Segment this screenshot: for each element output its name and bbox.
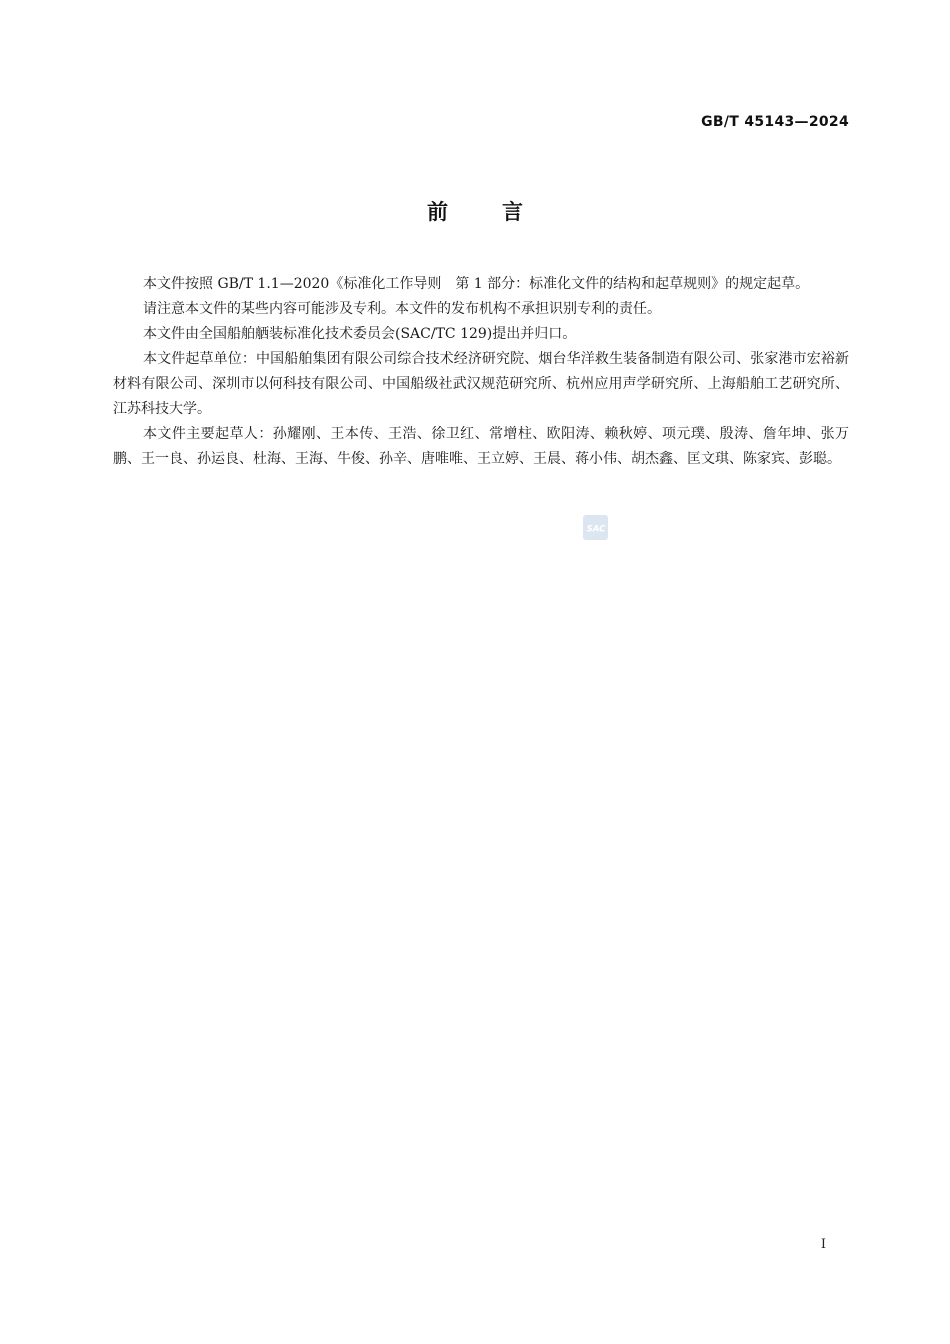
paragraph-proposer: 本文件由全国船舶舾装标准化技术委员会(SAC/TC 129)提出并归口。	[143, 326, 577, 342]
foreword-body	[113, 272, 849, 472]
paragraph-patent-notice: 请注意本文件的某些内容可能涉及专利。本文件的发布机构不承担识别专利的责任。	[143, 301, 661, 317]
paragraph-drafters: 本文件主要起草人：孙耀刚、王本传、王浩、徐卫红、常增柱、欧阳涛、赖秋婷、项元璞、殷涛、詹年坤、张万鹏、王一良、孙运良、杜海、王海、牛俊、孙辛、唐唯唯、王立婷、王晨、蒋小伟、胡杰鑫、匡文琪、陈家宾、彭聪。	[113, 426, 849, 467]
sac-watermark-logo	[583, 515, 608, 540]
paragraph-drafting-units: 本文件起草单位：中国船舶集团有限公司综合技术经济研究院、烟台华洋救生装备制造有限公司、张家港市宏裕新材料有限公司、深圳市以何科技有限公司、中国船级社武汉规范研究所、杭州应用声学研究所、上海船舶工艺研究所、江苏科技大学。	[113, 351, 849, 417]
standard-number: GB/T 45143—2024	[701, 114, 849, 130]
page-number: I	[820, 1237, 826, 1252]
svg-text:SAC: SAC	[586, 524, 605, 534]
page-title: 前言	[427, 200, 577, 224]
paragraph-drafting-rules: 本文件按照 GB/T 1.1—2020《标准化工作导则 第 1 部分：标准化文件的结构和起草规则》的规定起草。	[143, 276, 810, 292]
